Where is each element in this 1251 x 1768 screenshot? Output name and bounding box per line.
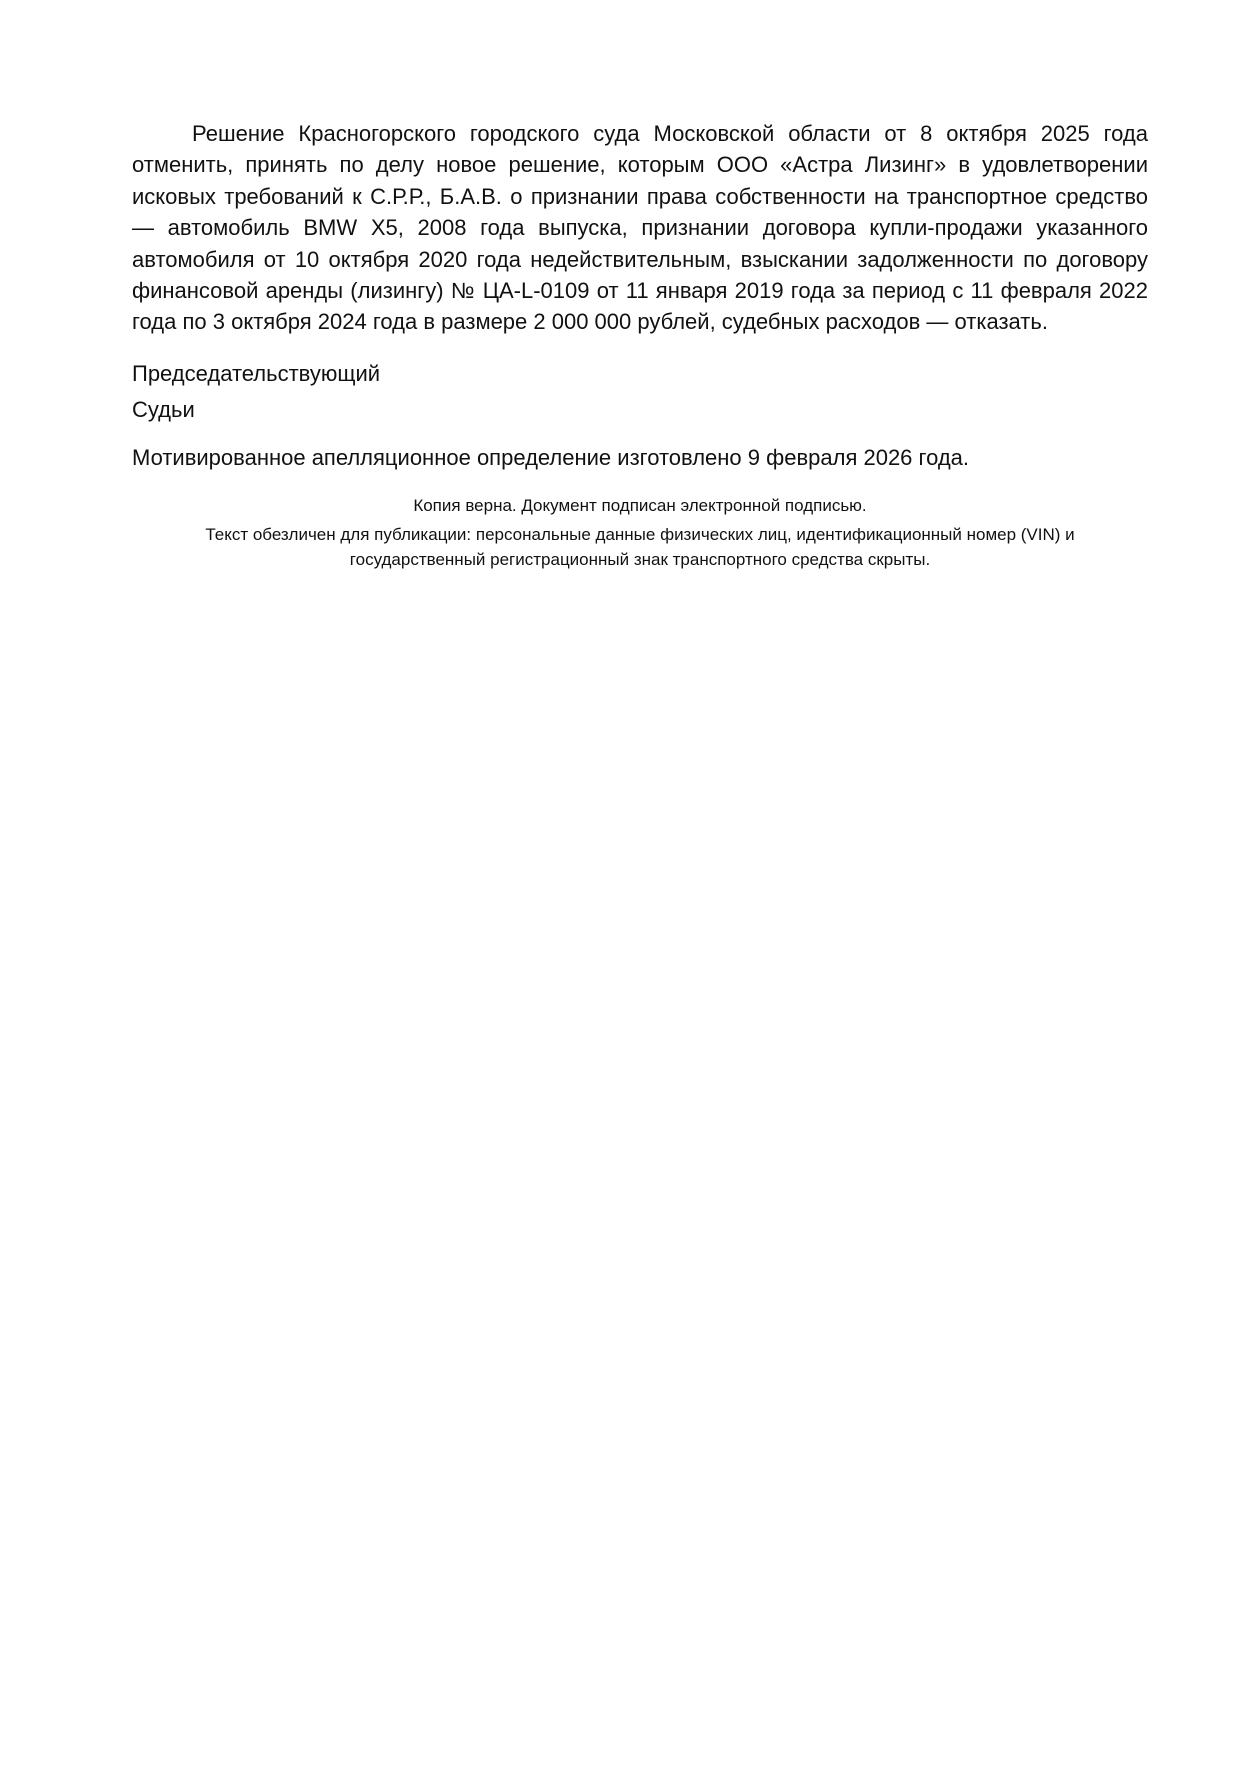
anonymization-note: Текст обезличен для публикации: персональные данные физических лиц, идентификационный номер (VIN) и государственный регистрационный знак транспортного средства скрыты. — [205, 524, 1075, 569]
signature-block — [132, 356, 1148, 428]
document-footer — [132, 493, 1148, 572]
judges-label: Судьи — [132, 396, 195, 422]
ruling-paragraph: Решение Красногорского городского суда Московской области от 8 октября 2025 года отменить, принять по делу новое решение, которым ООО «Астра Лизинг» в удовлетворении исковых требований к С.Р.Р., Б.А.В. о признании права собственности на транспортное средство — автомобиль BMW X5, 2008 года выпуска, признании договора купли-продажи указанного автомобиля от 10 октября 2020 года недействительным, взыскании задолженности по договору финансовой аренды (лизингу) № ЦА-L-0109 от 11 января 2019 года за период с 11 февраля 2022 года по 3 октября 2024 года в размере 2 000 000 рублей, судебных расходов — отказать. — [132, 121, 1148, 335]
copy-certification-note: Копия верна. Документ подписан электронной подписью. — [413, 495, 867, 515]
document-content — [132, 118, 1148, 572]
presiding-judge-label: Председательствующий — [132, 360, 381, 386]
reasoned-decision-note: Мотивированное апелляционное определение изготовлено 9 февраля 2026 года. — [132, 444, 969, 470]
